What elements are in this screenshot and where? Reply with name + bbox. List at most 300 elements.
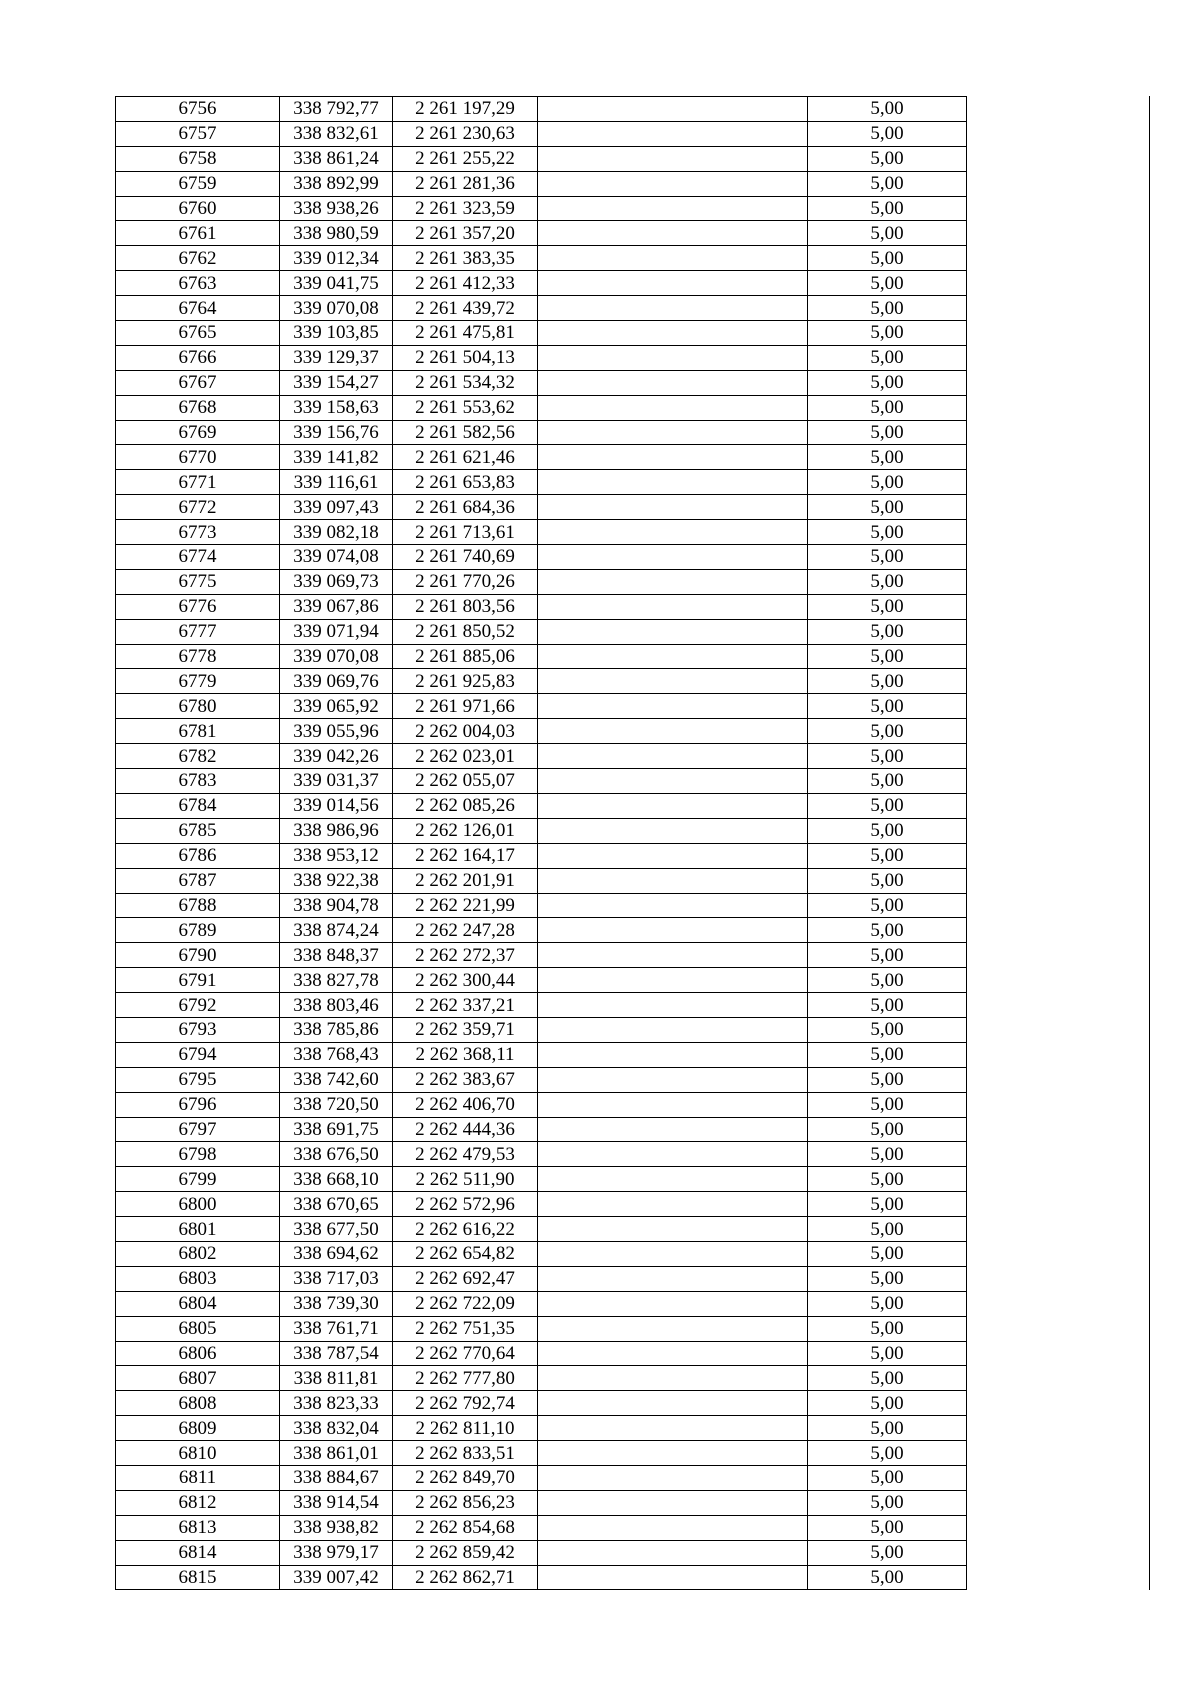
value-cell: 5,00 bbox=[808, 1341, 967, 1366]
point-number-cell: 6774 bbox=[116, 545, 280, 570]
value-cell: 5,00 bbox=[808, 893, 967, 918]
x-coordinate-cell: 339 071,94 bbox=[280, 619, 393, 644]
point-number-cell: 6767 bbox=[116, 370, 280, 395]
point-number-cell: 6811 bbox=[116, 1465, 280, 1490]
y-coordinate-cell: 2 262 862,71 bbox=[393, 1565, 538, 1590]
point-number-cell: 6784 bbox=[116, 793, 280, 818]
blank-cell bbox=[967, 196, 1150, 221]
y-coordinate-cell: 2 262 777,80 bbox=[393, 1366, 538, 1391]
y-coordinate-cell: 2 262 849,70 bbox=[393, 1465, 538, 1490]
blank-cell bbox=[967, 345, 1150, 370]
point-number-cell: 6779 bbox=[116, 669, 280, 694]
blank-cell bbox=[967, 619, 1150, 644]
y-coordinate-cell: 2 261 740,69 bbox=[393, 545, 538, 570]
y-coordinate-cell: 2 262 833,51 bbox=[393, 1441, 538, 1466]
x-coordinate-cell: 339 067,86 bbox=[280, 594, 393, 619]
y-coordinate-cell: 2 261 412,33 bbox=[393, 271, 538, 296]
value-cell: 5,00 bbox=[808, 296, 967, 321]
blank-cell bbox=[538, 1266, 808, 1291]
value-cell: 5,00 bbox=[808, 1490, 967, 1515]
blank-cell bbox=[538, 1017, 808, 1042]
value-cell: 5,00 bbox=[808, 221, 967, 246]
value-cell: 5,00 bbox=[808, 1167, 967, 1192]
point-number-cell: 6793 bbox=[116, 1017, 280, 1042]
point-number-cell: 6758 bbox=[116, 146, 280, 171]
point-number-cell: 6797 bbox=[116, 1117, 280, 1142]
blank-cell bbox=[538, 246, 808, 271]
x-coordinate-cell: 338 827,78 bbox=[280, 968, 393, 993]
blank-cell bbox=[538, 1565, 808, 1590]
x-coordinate-cell: 338 922,38 bbox=[280, 868, 393, 893]
blank-cell bbox=[538, 594, 808, 619]
table-row bbox=[116, 694, 1150, 719]
table-row bbox=[116, 1341, 1150, 1366]
table-row bbox=[116, 1266, 1150, 1291]
blank-cell bbox=[967, 669, 1150, 694]
table-row bbox=[116, 246, 1150, 271]
value-cell: 5,00 bbox=[808, 1217, 967, 1242]
x-coordinate-cell: 338 884,67 bbox=[280, 1465, 393, 1490]
table-row bbox=[116, 594, 1150, 619]
blank-cell bbox=[967, 1515, 1150, 1540]
blank-cell bbox=[967, 968, 1150, 993]
x-coordinate-cell: 338 720,50 bbox=[280, 1092, 393, 1117]
blank-cell bbox=[538, 1217, 808, 1242]
y-coordinate-cell: 2 262 616,22 bbox=[393, 1217, 538, 1242]
x-coordinate-cell: 339 041,75 bbox=[280, 271, 393, 296]
value-cell: 5,00 bbox=[808, 943, 967, 968]
value-cell: 5,00 bbox=[808, 843, 967, 868]
blank-cell bbox=[967, 370, 1150, 395]
blank-cell bbox=[538, 1142, 808, 1167]
blank-cell bbox=[538, 793, 808, 818]
x-coordinate-cell: 338 848,37 bbox=[280, 943, 393, 968]
blank-cell bbox=[538, 395, 808, 420]
x-coordinate-cell: 338 914,54 bbox=[280, 1490, 393, 1515]
table-row bbox=[116, 1391, 1150, 1416]
blank-cell bbox=[967, 1540, 1150, 1565]
blank-cell bbox=[538, 1117, 808, 1142]
point-number-cell: 6769 bbox=[116, 420, 280, 445]
table-row bbox=[116, 520, 1150, 545]
table-row bbox=[116, 943, 1150, 968]
x-coordinate-cell: 338 861,24 bbox=[280, 146, 393, 171]
blank-cell bbox=[538, 520, 808, 545]
blank-cell bbox=[967, 1117, 1150, 1142]
blank-cell bbox=[538, 1291, 808, 1316]
x-coordinate-cell: 338 761,71 bbox=[280, 1316, 393, 1341]
table-row bbox=[116, 1067, 1150, 1092]
blank-cell bbox=[538, 196, 808, 221]
blank-cell bbox=[967, 1391, 1150, 1416]
value-cell: 5,00 bbox=[808, 1092, 967, 1117]
table-row bbox=[116, 196, 1150, 221]
point-number-cell: 6799 bbox=[116, 1167, 280, 1192]
blank-cell bbox=[538, 893, 808, 918]
blank-cell bbox=[967, 520, 1150, 545]
value-cell: 5,00 bbox=[808, 1515, 967, 1540]
table-row bbox=[116, 1167, 1150, 1192]
point-number-cell: 6783 bbox=[116, 769, 280, 794]
blank-cell bbox=[967, 296, 1150, 321]
blank-cell bbox=[538, 1316, 808, 1341]
value-cell: 5,00 bbox=[808, 1067, 967, 1092]
value-cell: 5,00 bbox=[808, 769, 967, 794]
y-coordinate-cell: 2 261 504,13 bbox=[393, 345, 538, 370]
point-number-cell: 6776 bbox=[116, 594, 280, 619]
point-number-cell: 6806 bbox=[116, 1341, 280, 1366]
table-row bbox=[116, 644, 1150, 669]
blank-cell bbox=[538, 1167, 808, 1192]
value-cell: 5,00 bbox=[808, 520, 967, 545]
x-coordinate-cell: 338 717,03 bbox=[280, 1266, 393, 1291]
point-number-cell: 6778 bbox=[116, 644, 280, 669]
value-cell: 5,00 bbox=[808, 1366, 967, 1391]
value-cell: 5,00 bbox=[808, 146, 967, 171]
x-coordinate-cell: 338 676,50 bbox=[280, 1142, 393, 1167]
value-cell: 5,00 bbox=[808, 545, 967, 570]
value-cell: 5,00 bbox=[808, 370, 967, 395]
x-coordinate-cell: 339 055,96 bbox=[280, 719, 393, 744]
y-coordinate-cell: 2 261 197,29 bbox=[393, 97, 538, 122]
y-coordinate-cell: 2 262 085,26 bbox=[393, 793, 538, 818]
value-cell: 5,00 bbox=[808, 619, 967, 644]
blank-cell bbox=[967, 719, 1150, 744]
blank-cell bbox=[967, 246, 1150, 271]
point-number-cell: 6780 bbox=[116, 694, 280, 719]
blank-cell bbox=[538, 1515, 808, 1540]
value-cell: 5,00 bbox=[808, 1042, 967, 1067]
blank-cell bbox=[967, 1291, 1150, 1316]
blank-cell bbox=[967, 1017, 1150, 1042]
x-coordinate-cell: 339 158,63 bbox=[280, 395, 393, 420]
y-coordinate-cell: 2 261 713,61 bbox=[393, 520, 538, 545]
point-number-cell: 6802 bbox=[116, 1241, 280, 1266]
point-number-cell: 6765 bbox=[116, 321, 280, 346]
table-body bbox=[116, 97, 1150, 1590]
point-number-cell: 6814 bbox=[116, 1540, 280, 1565]
y-coordinate-cell: 2 262 300,44 bbox=[393, 968, 538, 993]
y-coordinate-cell: 2 262 692,47 bbox=[393, 1266, 538, 1291]
table-row bbox=[116, 370, 1150, 395]
point-number-cell: 6772 bbox=[116, 495, 280, 520]
point-number-cell: 6771 bbox=[116, 470, 280, 495]
point-number-cell: 6766 bbox=[116, 345, 280, 370]
value-cell: 5,00 bbox=[808, 196, 967, 221]
y-coordinate-cell: 2 261 255,22 bbox=[393, 146, 538, 171]
y-coordinate-cell: 2 262 722,09 bbox=[393, 1291, 538, 1316]
table-row bbox=[116, 121, 1150, 146]
value-cell: 5,00 bbox=[808, 97, 967, 122]
blank-cell bbox=[967, 818, 1150, 843]
blank-cell bbox=[967, 993, 1150, 1018]
point-number-cell: 6813 bbox=[116, 1515, 280, 1540]
blank-cell bbox=[538, 1391, 808, 1416]
x-coordinate-cell: 339 103,85 bbox=[280, 321, 393, 346]
x-coordinate-cell: 339 065,92 bbox=[280, 694, 393, 719]
blank-cell bbox=[967, 1042, 1150, 1067]
blank-cell bbox=[967, 644, 1150, 669]
y-coordinate-cell: 2 262 337,21 bbox=[393, 993, 538, 1018]
value-cell: 5,00 bbox=[808, 1241, 967, 1266]
point-number-cell: 6768 bbox=[116, 395, 280, 420]
x-coordinate-cell: 339 116,61 bbox=[280, 470, 393, 495]
blank-cell bbox=[538, 1192, 808, 1217]
y-coordinate-cell: 2 262 383,67 bbox=[393, 1067, 538, 1092]
value-cell: 5,00 bbox=[808, 445, 967, 470]
table-row bbox=[116, 993, 1150, 1018]
blank-cell bbox=[538, 1441, 808, 1466]
x-coordinate-cell: 338 691,75 bbox=[280, 1117, 393, 1142]
blank-cell bbox=[967, 1266, 1150, 1291]
x-coordinate-cell: 338 768,43 bbox=[280, 1042, 393, 1067]
x-coordinate-cell: 339 069,76 bbox=[280, 669, 393, 694]
blank-cell bbox=[967, 470, 1150, 495]
blank-cell bbox=[967, 420, 1150, 445]
x-coordinate-cell: 338 892,99 bbox=[280, 171, 393, 196]
x-coordinate-cell: 338 953,12 bbox=[280, 843, 393, 868]
blank-cell bbox=[967, 694, 1150, 719]
x-coordinate-cell: 339 129,37 bbox=[280, 345, 393, 370]
table-row bbox=[116, 719, 1150, 744]
blank-cell bbox=[967, 271, 1150, 296]
blank-cell bbox=[967, 1142, 1150, 1167]
value-cell: 5,00 bbox=[808, 569, 967, 594]
blank-cell bbox=[538, 271, 808, 296]
table-row bbox=[116, 1241, 1150, 1266]
y-coordinate-cell: 2 262 444,36 bbox=[393, 1117, 538, 1142]
blank-cell bbox=[967, 171, 1150, 196]
table-row bbox=[116, 918, 1150, 943]
y-coordinate-cell: 2 262 811,10 bbox=[393, 1416, 538, 1441]
blank-cell bbox=[538, 1241, 808, 1266]
blank-cell bbox=[538, 370, 808, 395]
y-coordinate-cell: 2 261 230,63 bbox=[393, 121, 538, 146]
x-coordinate-cell: 338 874,24 bbox=[280, 918, 393, 943]
value-cell: 5,00 bbox=[808, 171, 967, 196]
table-row bbox=[116, 1366, 1150, 1391]
y-coordinate-cell: 2 261 684,36 bbox=[393, 495, 538, 520]
y-coordinate-cell: 2 261 383,35 bbox=[393, 246, 538, 271]
y-coordinate-cell: 2 262 201,91 bbox=[393, 868, 538, 893]
table-row bbox=[116, 1540, 1150, 1565]
blank-cell bbox=[538, 818, 808, 843]
blank-cell bbox=[967, 121, 1150, 146]
x-coordinate-cell: 339 070,08 bbox=[280, 644, 393, 669]
blank-cell bbox=[967, 594, 1150, 619]
point-number-cell: 6809 bbox=[116, 1416, 280, 1441]
table-row bbox=[116, 1142, 1150, 1167]
y-coordinate-cell: 2 261 281,36 bbox=[393, 171, 538, 196]
blank-cell bbox=[538, 221, 808, 246]
blank-cell bbox=[967, 943, 1150, 968]
point-number-cell: 6775 bbox=[116, 569, 280, 594]
y-coordinate-cell: 2 261 770,26 bbox=[393, 569, 538, 594]
x-coordinate-cell: 339 031,37 bbox=[280, 769, 393, 794]
blank-cell bbox=[538, 843, 808, 868]
blank-cell bbox=[967, 1067, 1150, 1092]
y-coordinate-cell: 2 262 792,74 bbox=[393, 1391, 538, 1416]
value-cell: 5,00 bbox=[808, 1142, 967, 1167]
blank-cell bbox=[538, 171, 808, 196]
blank-cell bbox=[967, 744, 1150, 769]
blank-cell bbox=[538, 1366, 808, 1391]
blank-cell bbox=[967, 1341, 1150, 1366]
table-row bbox=[116, 893, 1150, 918]
value-cell: 5,00 bbox=[808, 918, 967, 943]
point-number-cell: 6791 bbox=[116, 968, 280, 993]
blank-cell bbox=[967, 321, 1150, 346]
blank-cell bbox=[538, 993, 808, 1018]
value-cell: 5,00 bbox=[808, 644, 967, 669]
table-row bbox=[116, 769, 1150, 794]
table-row bbox=[116, 1017, 1150, 1042]
blank-cell bbox=[538, 1416, 808, 1441]
blank-cell bbox=[538, 1067, 808, 1092]
blank-cell bbox=[967, 1192, 1150, 1217]
y-coordinate-cell: 2 262 854,68 bbox=[393, 1515, 538, 1540]
table-row bbox=[116, 843, 1150, 868]
value-cell: 5,00 bbox=[808, 1416, 967, 1441]
blank-cell bbox=[967, 1441, 1150, 1466]
x-coordinate-cell: 339 097,43 bbox=[280, 495, 393, 520]
table-row bbox=[116, 744, 1150, 769]
point-number-cell: 6810 bbox=[116, 1441, 280, 1466]
value-cell: 5,00 bbox=[808, 1192, 967, 1217]
blank-cell bbox=[967, 1316, 1150, 1341]
blank-cell bbox=[538, 694, 808, 719]
table-row bbox=[116, 1416, 1150, 1441]
point-number-cell: 6812 bbox=[116, 1490, 280, 1515]
value-cell: 5,00 bbox=[808, 818, 967, 843]
value-cell: 5,00 bbox=[808, 1291, 967, 1316]
table-row bbox=[116, 395, 1150, 420]
blank-cell bbox=[967, 569, 1150, 594]
value-cell: 5,00 bbox=[808, 594, 967, 619]
table-row bbox=[116, 545, 1150, 570]
table-row bbox=[116, 619, 1150, 644]
y-coordinate-cell: 2 261 653,83 bbox=[393, 470, 538, 495]
y-coordinate-cell: 2 262 221,99 bbox=[393, 893, 538, 918]
table-row bbox=[116, 1042, 1150, 1067]
blank-cell bbox=[967, 1366, 1150, 1391]
x-coordinate-cell: 338 811,81 bbox=[280, 1366, 393, 1391]
y-coordinate-cell: 2 262 368,11 bbox=[393, 1042, 538, 1067]
y-coordinate-cell: 2 262 272,37 bbox=[393, 943, 538, 968]
point-number-cell: 6760 bbox=[116, 196, 280, 221]
table-row bbox=[116, 968, 1150, 993]
point-number-cell: 6763 bbox=[116, 271, 280, 296]
blank-cell bbox=[967, 97, 1150, 122]
x-coordinate-cell: 338 823,33 bbox=[280, 1391, 393, 1416]
point-number-cell: 6798 bbox=[116, 1142, 280, 1167]
blank-cell bbox=[538, 619, 808, 644]
table-row bbox=[116, 495, 1150, 520]
point-number-cell: 6777 bbox=[116, 619, 280, 644]
value-cell: 5,00 bbox=[808, 1540, 967, 1565]
value-cell: 5,00 bbox=[808, 1465, 967, 1490]
blank-cell bbox=[967, 1465, 1150, 1490]
value-cell: 5,00 bbox=[808, 868, 967, 893]
x-coordinate-cell: 339 069,73 bbox=[280, 569, 393, 594]
value-cell: 5,00 bbox=[808, 744, 967, 769]
x-coordinate-cell: 338 694,62 bbox=[280, 1241, 393, 1266]
y-coordinate-cell: 2 261 885,06 bbox=[393, 644, 538, 669]
table-row bbox=[116, 171, 1150, 196]
blank-cell bbox=[967, 146, 1150, 171]
y-coordinate-cell: 2 262 479,53 bbox=[393, 1142, 538, 1167]
value-cell: 5,00 bbox=[808, 694, 967, 719]
value-cell: 5,00 bbox=[808, 1117, 967, 1142]
x-coordinate-cell: 338 938,82 bbox=[280, 1515, 393, 1540]
point-number-cell: 6792 bbox=[116, 993, 280, 1018]
blank-cell bbox=[538, 470, 808, 495]
value-cell: 5,00 bbox=[808, 1441, 967, 1466]
y-coordinate-cell: 2 262 751,35 bbox=[393, 1316, 538, 1341]
y-coordinate-cell: 2 262 770,64 bbox=[393, 1341, 538, 1366]
value-cell: 5,00 bbox=[808, 470, 967, 495]
y-coordinate-cell: 2 261 850,52 bbox=[393, 619, 538, 644]
point-number-cell: 6804 bbox=[116, 1291, 280, 1316]
blank-cell bbox=[967, 221, 1150, 246]
table-row bbox=[116, 296, 1150, 321]
table-row bbox=[116, 1465, 1150, 1490]
value-cell: 5,00 bbox=[808, 669, 967, 694]
x-coordinate-cell: 338 979,17 bbox=[280, 1540, 393, 1565]
x-coordinate-cell: 338 832,04 bbox=[280, 1416, 393, 1441]
x-coordinate-cell: 338 904,78 bbox=[280, 893, 393, 918]
y-coordinate-cell: 2 262 859,42 bbox=[393, 1540, 538, 1565]
blank-cell bbox=[538, 644, 808, 669]
blank-cell bbox=[967, 545, 1150, 570]
x-coordinate-cell: 338 986,96 bbox=[280, 818, 393, 843]
value-cell: 5,00 bbox=[808, 793, 967, 818]
y-coordinate-cell: 2 261 323,59 bbox=[393, 196, 538, 221]
table-row bbox=[116, 1316, 1150, 1341]
y-coordinate-cell: 2 262 023,01 bbox=[393, 744, 538, 769]
y-coordinate-cell: 2 261 971,66 bbox=[393, 694, 538, 719]
x-coordinate-cell: 338 785,86 bbox=[280, 1017, 393, 1042]
blank-cell bbox=[538, 296, 808, 321]
blank-cell bbox=[967, 868, 1150, 893]
x-coordinate-cell: 339 156,76 bbox=[280, 420, 393, 445]
x-coordinate-cell: 339 012,34 bbox=[280, 246, 393, 271]
x-coordinate-cell: 339 074,08 bbox=[280, 545, 393, 570]
blank-cell bbox=[538, 1341, 808, 1366]
point-number-cell: 6787 bbox=[116, 868, 280, 893]
x-coordinate-cell: 339 141,82 bbox=[280, 445, 393, 470]
x-coordinate-cell: 338 803,46 bbox=[280, 993, 393, 1018]
table-row bbox=[116, 1441, 1150, 1466]
y-coordinate-cell: 2 261 553,62 bbox=[393, 395, 538, 420]
x-coordinate-cell: 338 670,65 bbox=[280, 1192, 393, 1217]
blank-cell bbox=[538, 321, 808, 346]
blank-cell bbox=[538, 769, 808, 794]
value-cell: 5,00 bbox=[808, 495, 967, 520]
value-cell: 5,00 bbox=[808, 1266, 967, 1291]
blank-cell bbox=[538, 744, 808, 769]
y-coordinate-cell: 2 261 925,83 bbox=[393, 669, 538, 694]
point-number-cell: 6795 bbox=[116, 1067, 280, 1092]
blank-cell bbox=[967, 395, 1150, 420]
point-number-cell: 6805 bbox=[116, 1316, 280, 1341]
blank-cell bbox=[538, 1092, 808, 1117]
point-number-cell: 6807 bbox=[116, 1366, 280, 1391]
blank-cell bbox=[538, 669, 808, 694]
point-number-cell: 6796 bbox=[116, 1092, 280, 1117]
point-number-cell: 6781 bbox=[116, 719, 280, 744]
x-coordinate-cell: 338 677,50 bbox=[280, 1217, 393, 1242]
